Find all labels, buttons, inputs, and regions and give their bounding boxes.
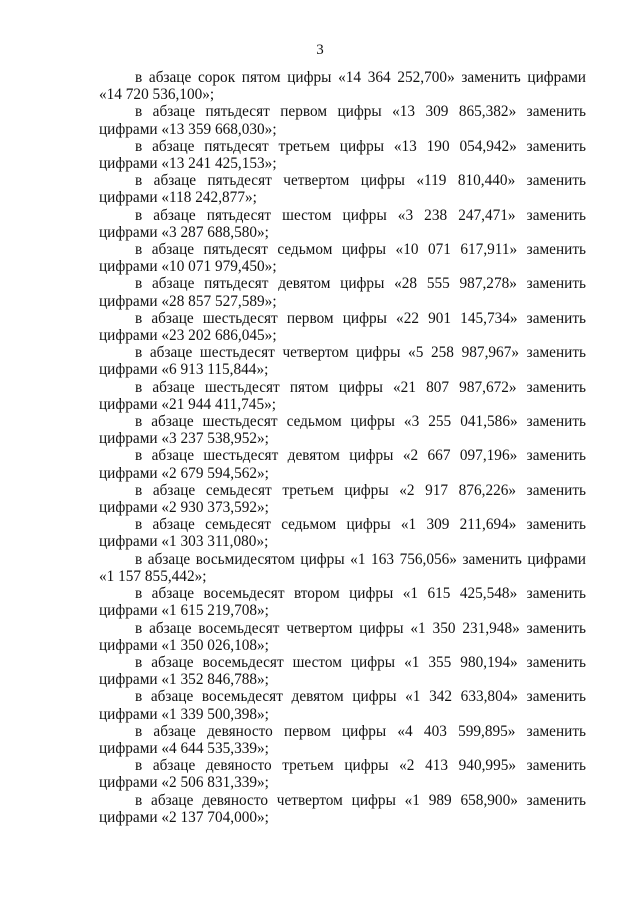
amendment-paragraph: в абзаце восемьдесят шестом цифры «1 355 980,194» заменить цифрами «1 352 846,788»; xyxy=(99,653,586,689)
amendment-paragraph: в абзаце семьдесят седьмом цифры «1 309 211,694» заменить цифрами «1 303 311,080»; xyxy=(99,516,586,551)
amendment-paragraph: в абзаце шестьдесят пятом цифры «21 807 987,672» заменить цифрами «21 944 411,745»; xyxy=(99,378,586,413)
amendment-paragraph: в абзаце пятьдесят третьем цифры «13 190 054,942» заменить цифрами «13 241 425,153»; xyxy=(99,137,586,173)
amendment-paragraph: в абзаце сорок пятом цифры «14 364 252,700» заменить цифрами «14 720 536,100»; xyxy=(99,69,586,104)
amendment-paragraph: в абзаце восьмидесятом цифры «1 163 756,056» заменить цифрами «1 157 855,442»; xyxy=(99,550,586,585)
amendment-paragraph: в абзаце девяносто первом цифры «4 403 599,895» заменить цифрами «4 644 535,339»; xyxy=(99,722,586,757)
page-number: 3 xyxy=(316,42,324,58)
amendment-paragraph: в абзаце пятьдесят шестом цифры «3 238 247,471» заменить цифрами «3 287 688,580»; xyxy=(99,206,586,241)
amendment-paragraph: в абзаце шестьдесят четвертом цифры «5 258 987,967» заменить цифрами «6 913 115,844»; xyxy=(99,344,586,379)
amendment-paragraph: в абзаце девяносто третьем цифры «2 413 940,995» заменить цифрами «2 506 831,339»; xyxy=(99,757,586,792)
amendment-paragraph: в абзаце девяносто четвертом цифры «1 989 658,900» заменить цифрами «2 137 704,000»; xyxy=(99,791,586,826)
amendment-paragraph: в абзаце шестьдесят седьмом цифры «3 255 041,586» заменить цифрами «3 237 538,952»; xyxy=(99,413,586,448)
document-body xyxy=(99,69,586,826)
amendment-paragraph: в абзаце шестьдесят девятом цифры «2 667 097,196» заменить цифрами «2 679 594,562»; xyxy=(99,447,586,482)
amendment-paragraph: в абзаце восемьдесят девятом цифры «1 342 633,804» заменить цифрами «1 339 500,398»; xyxy=(99,688,586,723)
amendment-paragraph: в абзаце восемьдесят втором цифры «1 615 425,548» заменить цифрами «1 615 219,708»; xyxy=(99,585,586,620)
amendment-paragraph: в абзаце пятьдесят седьмом цифры «10 071 617,911» заменить цифрами «10 071 979,450»; xyxy=(99,241,586,276)
amendment-paragraph: в абзаце пятьдесят первом цифры «13 309 865,382» заменить цифрами «13 359 668,030»; xyxy=(99,103,586,138)
amendment-paragraph: в абзаце пятьдесят девятом цифры «28 555 987,278» заменить цифрами «28 857 527,589»; xyxy=(99,275,586,310)
amendment-paragraph: в абзаце шестьдесят первом цифры «22 901 145,734» заменить цифрами «23 202 686,045»; xyxy=(99,309,586,345)
amendment-paragraph: в абзаце семьдесят третьем цифры «2 917 876,226» заменить цифрами «2 930 373,592»; xyxy=(99,481,586,517)
amendment-paragraph: в абзаце восемьдесят четвертом цифры «1 350 231,948» заменить цифрами «1 350 026,108»; xyxy=(99,619,586,654)
amendment-paragraph: в абзаце пятьдесят четвертом цифры «119 810,440» заменить цифрами «118 242,877»; xyxy=(99,172,586,207)
